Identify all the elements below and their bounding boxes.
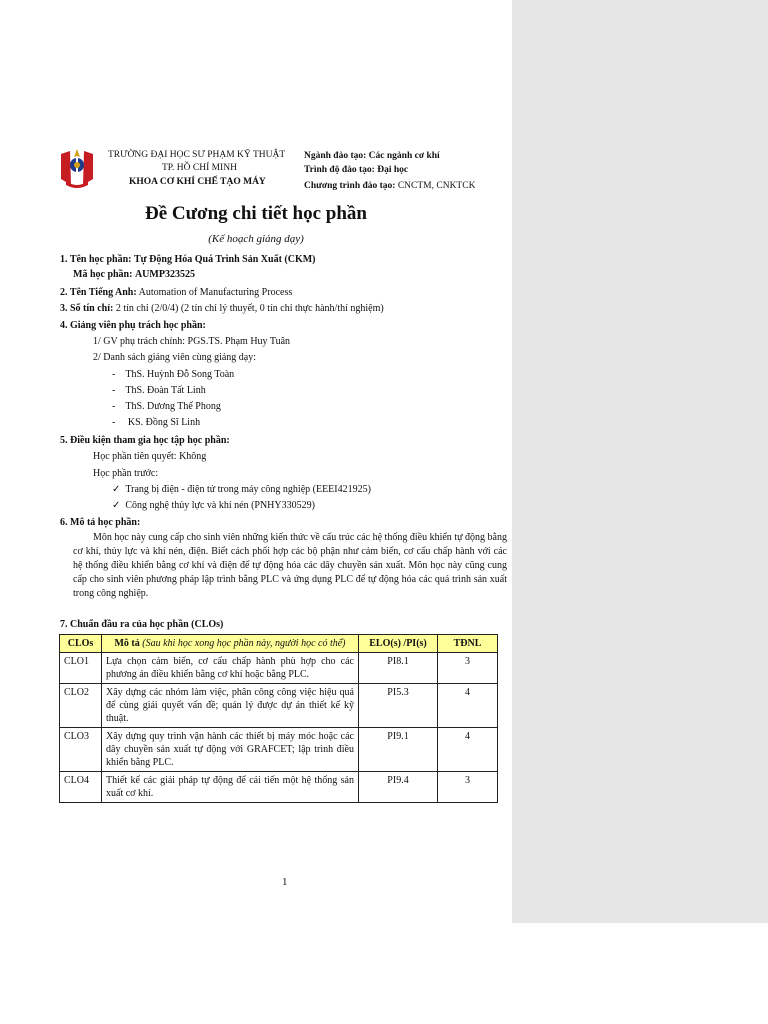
checkmark-icon: ✓ [112, 484, 121, 495]
program-line [304, 151, 440, 161]
table-row [60, 653, 498, 684]
comments-pane [512, 0, 768, 923]
lecturer-name: ThS. Đoàn Tất Linh [125, 385, 206, 396]
program-label: Ngành đào tạo: [304, 151, 367, 161]
header-desc-note: (Sau khi học xong học phần này, người học có thể) [142, 638, 346, 649]
clo-description: Xây dựng các nhóm làm việc, phân công công việc hiệu quả để cùng giải quyết vấn đề; quản lý được dự án thiết kế kỹ thuật. [102, 684, 359, 728]
header-elo: ELO(s) /PI(s) [359, 635, 438, 653]
clo-code: CLO3 [60, 728, 102, 772]
course-code-line [73, 269, 195, 280]
clo-table-header [60, 635, 498, 653]
header-desc-bold: Mô tả [114, 638, 140, 649]
school-name-line1: TRƯỜNG ĐẠI HỌC SƯ PHẠM KỸ THUẬT [108, 150, 286, 160]
prior-course-name: Công nghệ thủy lực và khí nén (PNHY330529) [125, 500, 315, 511]
clo-description: Thiết kế các giải pháp tự động để cải tiến một hệ thống sản xuất cơ khí. [102, 772, 359, 803]
faculty-name: KHOA CƠ KHÍ CHẾ TẠO MÁY [129, 177, 266, 187]
clo-tdnl: 3 [438, 772, 498, 803]
clo-code: CLO1 [60, 653, 102, 684]
section-3-label: 3. Số tín chỉ: [60, 303, 114, 314]
prior-course-name: Trang bị điện - điện tử trong máy công nghiệp (EEEI421925) [125, 484, 371, 495]
lecturer-item: - ThS. Đoàn Tất Linh [112, 385, 206, 396]
section-5-label: 5. Điều kiện tham gia học tập học phần: [60, 435, 230, 446]
lecturer-name: KS. Đồng Sĩ Linh [127, 417, 201, 428]
course-code-label: Mã học phần: [73, 269, 133, 280]
prerequisite: Học phần tiên quyết: Không [93, 451, 207, 462]
clo-code: CLO4 [60, 772, 102, 803]
prior-course-item [112, 500, 315, 511]
university-logo [56, 145, 98, 189]
section-2-label: 2. Tên Tiếng Anh: [60, 287, 137, 298]
level-line [304, 165, 408, 175]
course-description: Môn học này cung cấp cho sinh viên những kiến thức về cấu trúc các hệ thống điều khiển tự động bằng cơ khí, thủy lực và khí nén, điện. Biết cách phối hợp các bộ phận như cảm biến, cơ cấu chấp hành với các hệ thống điều khiển bằng cơ khí và điện để tự động hóa các dây chuyền sản xuất. Môn học này cũng cung cấp cho sinh viên phương pháp lập trình bằng PLC và ứng dụng PLC để tự động hóa các quá trình sản xuất trong công nghiệp. [73, 532, 507, 599]
lecturer-list-title: 2/ Danh sách giảng viên cùng giảng dạy: [93, 352, 257, 363]
level-label: Trình độ đào tạo: [304, 165, 375, 175]
clo-elo: PI8.1 [359, 653, 438, 684]
school-name-line2: TP. HỒ CHÍ MINH [162, 163, 237, 173]
lecturer-name: ThS. Dương Thế Phong [125, 401, 221, 412]
header-clos: CLOs [60, 635, 102, 653]
level-value: Đại học [377, 165, 409, 175]
clo-tdnl: 4 [438, 684, 498, 728]
table-row [60, 772, 498, 803]
clo-tdnl: 3 [438, 653, 498, 684]
course-code: AUMP323525 [134, 269, 195, 280]
lecturer-name: ThS. Huỳnh Đỗ Song Toàn [125, 369, 235, 380]
section-3 [60, 303, 384, 314]
table-row [60, 684, 498, 728]
checkmark-icon: ✓ [112, 500, 121, 511]
prior-courses-title: Học phần trước: [93, 468, 159, 479]
section-4-label: 4. Giảng viên phụ trách học phần: [60, 320, 206, 331]
table-row [60, 728, 498, 772]
clo-tdnl: 4 [438, 728, 498, 772]
clo-elo: PI9.4 [359, 772, 438, 803]
lecturer-item: - ThS. Dương Thế Phong [112, 401, 221, 412]
clo-table [59, 634, 498, 803]
curriculum-value: CNCTM, CNKTCK [397, 181, 476, 191]
curriculum-line [304, 181, 475, 191]
section-7-label: 7. Chuẩn đầu ra của học phần (CLOs) [60, 619, 224, 630]
clo-description: Lựa chọn cảm biến, cơ cấu chấp hành phù hợp cho các phương án điều khiển bằng cơ khí hoặc bằng PLC. [102, 653, 359, 684]
english-name: Automation of Manufacturing Process [138, 287, 293, 298]
clo-code: CLO2 [60, 684, 102, 728]
section-1-title [60, 254, 316, 265]
main-lecturer: 1/ GV phụ trách chính: PGS.TS. Phạm Huy Tuân [93, 336, 291, 347]
page-number: 1 [282, 876, 288, 888]
clo-description: Xây dựng quy trình vận hành các thiết bị máy móc hoặc các dây chuyền sản xuất tự động với GRAFCET; lập trình điều khiển bằng PLC. [102, 728, 359, 772]
credits-value: 2 tín chỉ (2/0/4) (2 tín chỉ lý thuyết, 0 tín chỉ thực hành/thí nghiệm) [115, 303, 384, 314]
curriculum-label: Chương trình đào tạo: [304, 181, 396, 191]
header-tdnl: TĐNL [438, 635, 498, 653]
clo-elo: PI9.1 [359, 728, 438, 772]
section-6-label: 6. Mô tả học phần: [60, 517, 141, 528]
lecturer-item: - ThS. Huỳnh Đỗ Song Toàn [112, 369, 235, 380]
lecturer-item: - KS. Đồng Sĩ Linh [112, 417, 201, 428]
header-description [102, 635, 359, 653]
clo-elo: PI5.3 [359, 684, 438, 728]
section-1-label: 1. Tên học phần: [60, 254, 132, 265]
program-value: Các ngành cơ khí [368, 151, 440, 161]
document-subtitle: (Kế hoạch giảng dạy) [208, 233, 304, 245]
prior-course-item [112, 484, 371, 495]
section-2 [60, 287, 292, 298]
document-title: Đề Cương chi tiết học phần [145, 203, 367, 224]
course-name: Tự Động Hóa Quá Trình Sản Xuất (CKM) [134, 254, 316, 265]
